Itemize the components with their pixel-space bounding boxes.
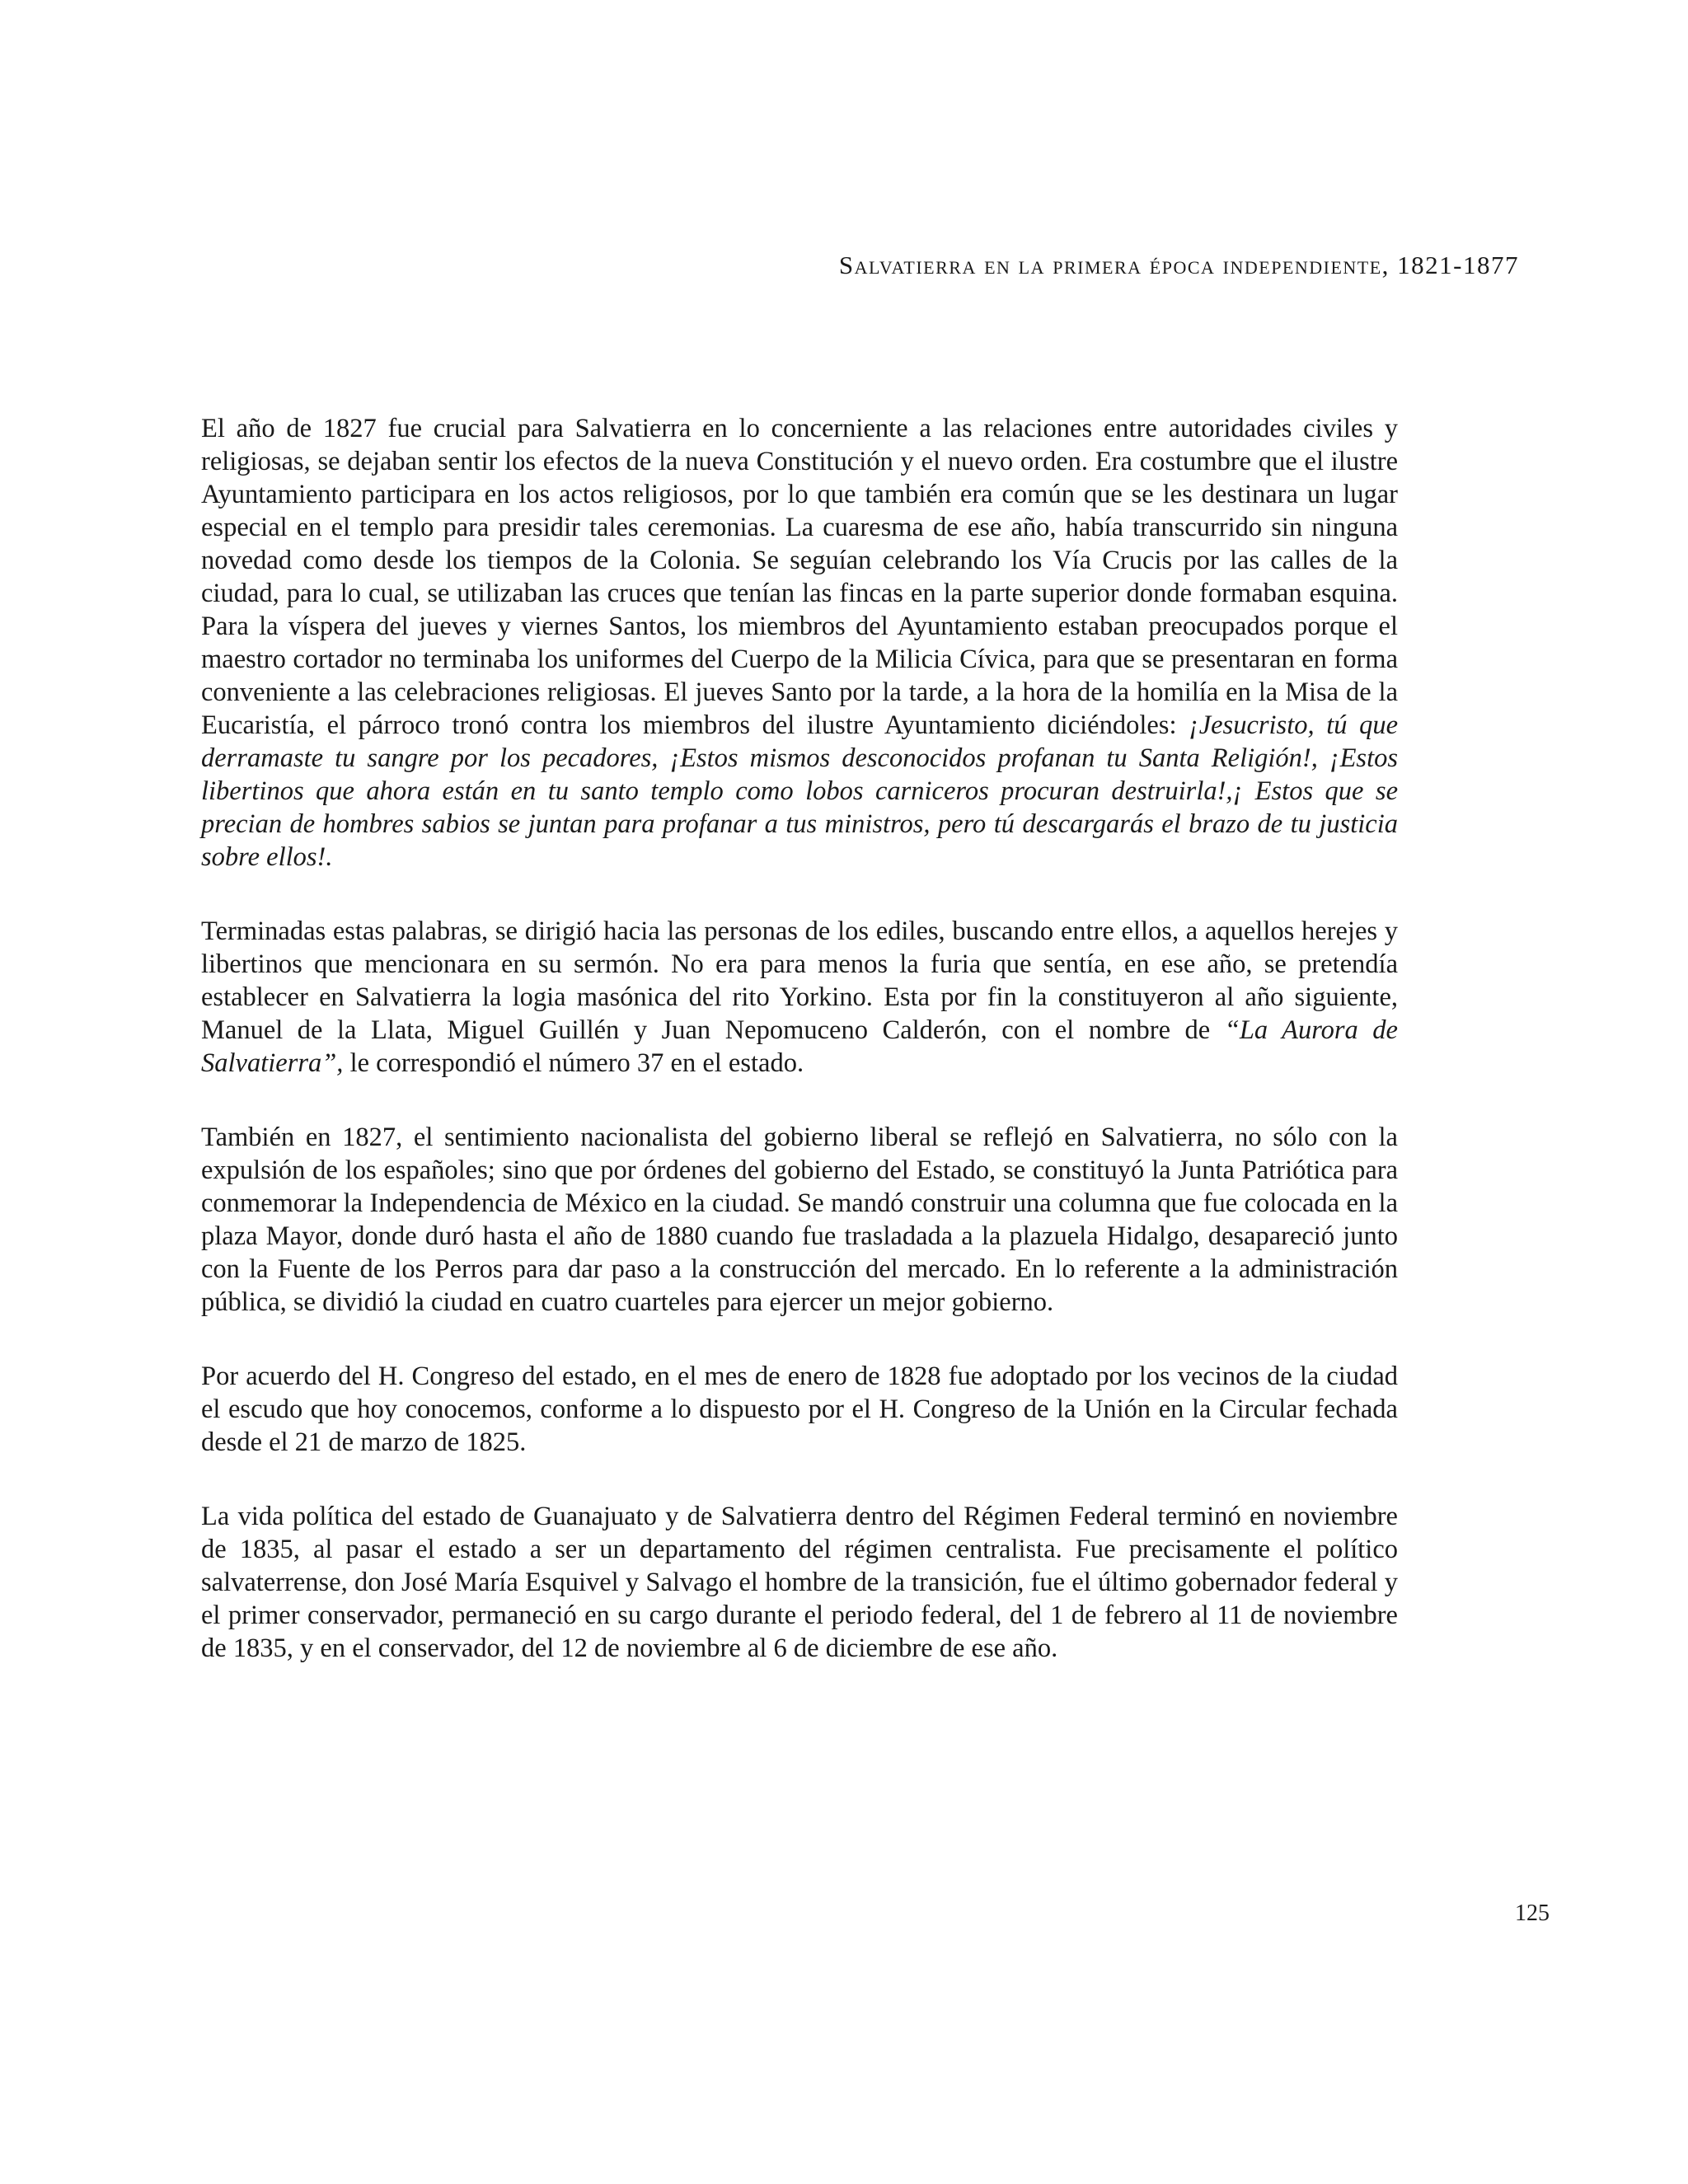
paragraph-4-text: Por acuerdo del H. Congreso del estado, en el mes de enero de 1828 fue adoptado por los vecinos de la ciudad el escudo que hoy conocemos, conforme a lo dispuesto por el H. Congreso de la Unión en la Circular fechada desde el 21 de marzo de 1825. [201, 1361, 1398, 1457]
paragraph-1-quote: ¡Jesucristo, tú que derramaste tu sangre por los pecadores, ¡Estos mismos desconocidos profanan tu Santa Religión!, ¡Estos libertinos que ahora están en tu santo templo como lobos carniceros procuran destruirla!,¡ Estos que se precian de hombres sabios se juntan para profanar a tus ministros, pero tú descargarás el brazo de tu justicia sobre ellos!. [201, 710, 1398, 872]
paragraph-5-text: La vida política del estado de Guanajuato y de Salvatierra dentro del Régimen Federal terminó en noviembre de 1835, al pasar el estado a ser un departamento del régimen centralista. Fue precisamente el político salvaterrense, don José María Esquivel y Salvago el hombre de la transición, fue el último gobernador federal y el primer conservador, permaneció en su cargo durante el periodo federal, del 1 de febrero al 11 de noviembre de 1835, y en el conservador, del 12 de noviembre al 6 de diciembre de ese año. [201, 1502, 1398, 1663]
paragraph-2-text: Terminadas estas palabras, se dirigió hacia las personas de los ediles, buscando entre ellos, a aquellos herejes y libertinos que mencionara en su sermón. No era para menos la furia que sentía, en ese año, se pretendía establecer en Salvatierra la logia masónica del rito Yorkino. Esta por fin la constituyeron al año siguiente, Manuel de la Llata, Miguel Guillén y Juan Nepomuceno Calderón, con el nombre de [201, 916, 1398, 1045]
paragraph-1 [201, 412, 1398, 874]
paragraph-3-text: También en 1827, el sentimiento nacionalista del gobierno liberal se reflejó en Salvatierra, no sólo con la expulsión de los españoles; sino que por órdenes del gobierno del Estado, se constituyó la Junta Patriótica para conmemorar la Independencia de México en la ciudad. Se mandó construir una columna que fue colocada en la plaza Mayor, donde duró hasta el año de 1880 cuando fue trasladada a la plazuela Hidalgo, desapareció junto con la Fuente de los Perros para dar paso a la construcción del mercado. En lo referente a la administración pública, se dividió la ciudad en cuatro cuarteles para ejercer un mejor gobierno. [201, 1122, 1398, 1317]
paragraph-2-text-end: le correspondió el número 37 en el estado. [343, 1048, 804, 1078]
paragraph-1-text: El año de 1827 fue crucial para Salvatierra en lo concerniente a las relaciones entre autoridades civiles y religiosas, se dejaban sentir los efectos de la nueva Constitución y el nuevo orden. Era costumbre que el ilustre Ayuntamiento participara en los actos religiosos, por lo que también era común que se les destinara un lugar especial en el templo para presidir tales ceremonias. La cuaresma de ese año, había transcurrido sin ninguna novedad como desde los tiempos de la Colonia. Se seguían celebrando los Vía Crucis por las calles de la ciudad, para lo cual, se utilizaban las cruces que tenían las fincas en la parte superior donde formaban esquina. Para la víspera del jueves y viernes Santos, los miembros del Ayuntamiento estaban preocupados porque el maestro cortador no terminaba los uniformes del Cuerpo de la Milicia Cívica, para que se presentaran en forma conveniente a las celebraciones religiosas. El jueves Santo por la tarde, a la hora de la homilía en la Misa de la Eucaristía, el párroco tronó contra los miembros del ilustre Ayuntamiento diciéndoles: [201, 414, 1398, 740]
running-head: Salvatierra en la primera época independiente, 1821-1877 [838, 251, 1519, 279]
paragraph-2 [201, 915, 1398, 1080]
paragraph-5 [201, 1500, 1398, 1665]
paragraph-2-lodge-name: “La Aurora de Salvatierra”, [201, 1015, 1398, 1078]
paragraph-3 [201, 1121, 1398, 1319]
body-text [201, 412, 1398, 1706]
paragraph-4 [201, 1360, 1398, 1459]
page-number: 125 [1515, 1900, 1550, 1926]
